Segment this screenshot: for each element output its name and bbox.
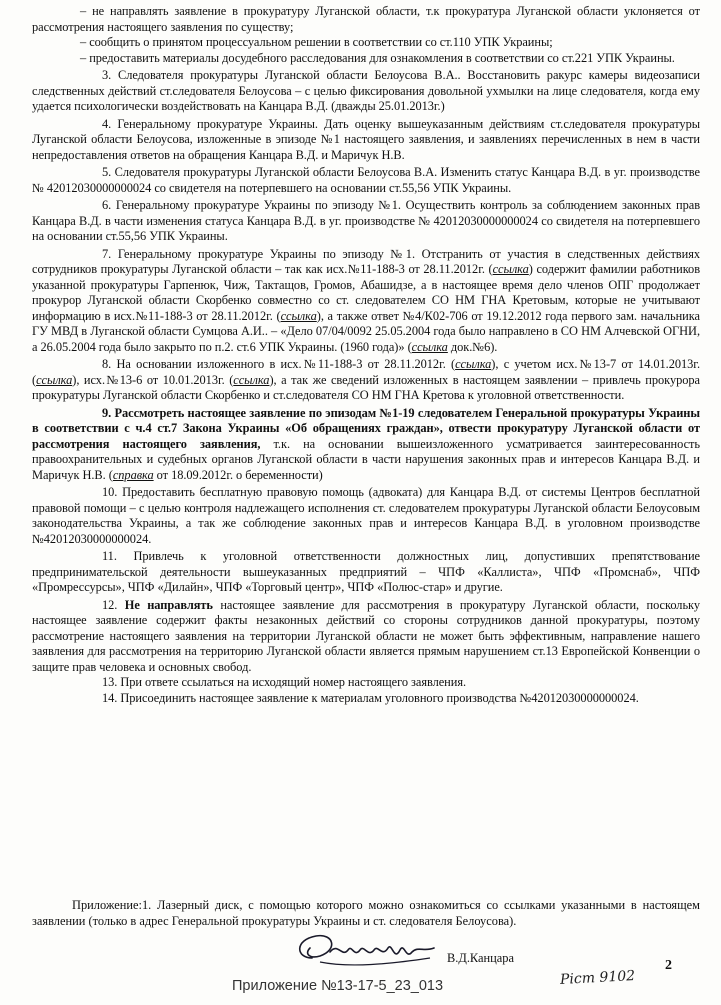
- attachment-section: [32, 898, 700, 929]
- paragraph-4: 4. Генеральному прокуратуре Украины. Дать оценку вышеуказанным действиям ст.следователя прокуратуры Луганской области Белоусова, изложенные в эпизоде №1 настоящего заявления, и заявлениях перечисленных в нем в части непредоставления ответов на обращения Канцара В.Д. и Маричук Н.В.: [32, 116, 700, 162]
- bullet-paragraph: – сообщить о принятом процессуальном решении в соответствии со ст.110 УПК Украины;: [80, 35, 553, 49]
- footer-caption: Приложение №13-17-5_23_013: [232, 978, 444, 994]
- paragraph-10: 10. Предоставить бесплатную правовую помощь (адвоката) для Канцара В.Д. от системы Центров бесплатной правовой помощи – с целью контроля надлежащего исполнения ст. следователем прокуратуры Луганской области Белоусовым законодательства Украины, а так же соблюдение законных прав и интересов Канцара В.Д. в уголовном производстве №42012030000000024.: [32, 485, 700, 546]
- paragraph-14: 14. Присоединить настоящее заявление к материалам уголовного производства №42012030000000024.: [102, 690, 639, 705]
- text-span: 12.: [102, 597, 125, 612]
- paragraph-6: 6. Генеральному прокуратуре Украины по эпизоду №1. Осуществить контроль за соблюдением законных прав Канцара В.Д. в части изменения статуса Канцара В.Д. в уг. производстве № 42012030000000024 со свидетеля на потерпевшего на основании ст.55,56 УПК Украины.: [32, 198, 700, 243]
- bold-span: 9. Рассмотреть настоящее заявление по эпизодам №1-19 следователем Генеральной прокуратуры Украины в соответствии с ч.4 ст.7 Закона Украины «Об обращениях граждан», отвести прокуратуру Луганской области от рассмотрения настоящего заявления,: [32, 405, 700, 451]
- link-ssylka[interactable]: ссылка: [455, 357, 492, 371]
- text-span: док.№6).: [447, 339, 498, 354]
- link-ssylka[interactable]: ссылка: [233, 372, 270, 387]
- bullet-paragraph: – не направлять заявление в прокуратуру Луганской области, т.к прокуратура Луганской области уклоняется от рассмотрения настоящего заявления по существу;: [32, 4, 700, 34]
- text-span: ), а так же сведений изложенных в настоящем заявлении – привлечь прокурора прокуратуры Луганской области Скорбенко и ст.следователя СО НМ ГНА Кретова к уголовной ответственности.: [32, 372, 700, 402]
- text-span: 8. На основании изложенного в исх.№11-188-3 от 28.11.2012г. (: [102, 357, 456, 371]
- document-body: [32, 4, 700, 706]
- signer-name: В.Д.Канцара: [447, 951, 514, 965]
- link-ssylka[interactable]: ссылка: [280, 308, 317, 323]
- text-span: от 18.09.2012г. о беременности): [153, 467, 323, 482]
- paragraph-7: [32, 247, 700, 356]
- bold-span: Не направлять: [124, 597, 213, 612]
- attachment-text: Приложение:1. Лазерный диск, с помощью которого можно ознакомиться со ссылками указанными в настоящем заявлении (только в адрес Генеральной прокуратуры Украины и ст. следователя Белоусова).: [32, 898, 700, 928]
- text-span: 7. Генеральному прокуратуре Украины по эпизоду №1. Отстранить от участия в следственных действиях сотрудников прокуратуры Луганской области – так как исх.№11-188-3 от 28.11.2012г. (: [32, 246, 700, 276]
- handwritten-note: Ріст 9102: [559, 968, 636, 988]
- paragraph-9: [32, 406, 700, 484]
- paragraph-11: 11. Привлечь к уголовной ответственности должностных лиц, допустивших препятствование предпринимательской деятельности вышеуказанных предприятий – ЧПФ «Каллиста», ЧПФ «Промснаб», ЧПФ «Промрессурсы», ЧПФ «Дилайн», ЧПФ «Торговый центр», ЧПФ «Полюс-стар» и другие.: [32, 549, 700, 594]
- paragraph-13: 13. При ответе ссылаться на исходящий номер настоящего заявления.: [102, 675, 467, 689]
- text-span: ), исх.№13-6 от 10.01.2013г. (: [72, 372, 234, 387]
- paragraph-12: [32, 598, 700, 676]
- link-ssylka[interactable]: ссылка: [36, 372, 73, 387]
- paragraph-5: 5. Следователя прокуратуры Луганской области Белоусова В.А. Изменить статус Канцара В.Д. в уг. производстве № 42012030000000024 со свидетеля на потерпевшего на основании ст.55,56 УПК Украины.: [32, 165, 700, 195]
- text-span: ), с учетом исх.№13-7 от 14.01.2013г. (: [32, 357, 700, 387]
- bullet-paragraph: – предоставить материалы досудебного расследования для ознакомления в соответствии со ст.221 УПК Украины.: [80, 50, 675, 65]
- text-span: ) содержит фамилии работников указанной прокуратуры Гарпенюк, Чиж, Тактащов, Громов, Абашидзе, а в настоящее время дело членов ОПГ продолжает прокурор Луганской области Скорбенко совместно со ст. следователем СО НМ ГНА Кретовым, которые не учитывают информацию в исх.№11-188-3 от 28.11.2012г. (: [32, 262, 700, 323]
- paragraph-3: 3. Следователя прокуратуры Луганской области Белоусова В.А.. Восстановить ракурс камеры видеозаписи следственных действий ст.следователя Белоусова – с целью фиксирования довольной ухмылки на лице следователя, когда ему удается психологически воздействовать на Канцара В.Д. (дважды 25.01.2013г.): [32, 68, 700, 113]
- paragraph-8: [32, 357, 700, 404]
- link-spravka[interactable]: справка: [112, 467, 154, 482]
- text-span: т.к. на основании вышеизложенного усматривается заинтересованность правоохранительных и судебных органов Луганской области в части нарушения законных прав и интересов Канцара В.Д. и Маричук Н.В. (: [32, 436, 700, 482]
- handwritten-signature: [290, 928, 440, 974]
- link-ssylka[interactable]: ссылка: [411, 339, 448, 354]
- text-span: ), а также ответ №4/К02-706 от 19.12.2012 года первого зам. начальника ГУ МВД в Луганской области Сумцова А.И.. – «Дело 07/04/0092 25.05.2004 года было направлено в СО НМ Алчевской ОГНИ, а 26.05.2004 года было закрыто по п.2. ст.6 УПК Украины. (1960 года)» (: [32, 308, 700, 354]
- link-ssylka[interactable]: ссылка: [492, 262, 529, 276]
- page-number: 2: [665, 958, 672, 973]
- text-span: настоящее заявление для рассмотрения в прокуратуру Луганской области, поскольку настоящее заявление содержит факты незаконных действий со стороны сотрудников данной прокуратуры, поэтому рассмотрение настоящего заявления на территории Луганской области не может быть эффективным, направление нашего заявления для рассмотрения на территорию Луганской области является прямым нарушением ст.13 Европейской Конвенции о защите прав человека и основных свобод.: [32, 597, 700, 674]
